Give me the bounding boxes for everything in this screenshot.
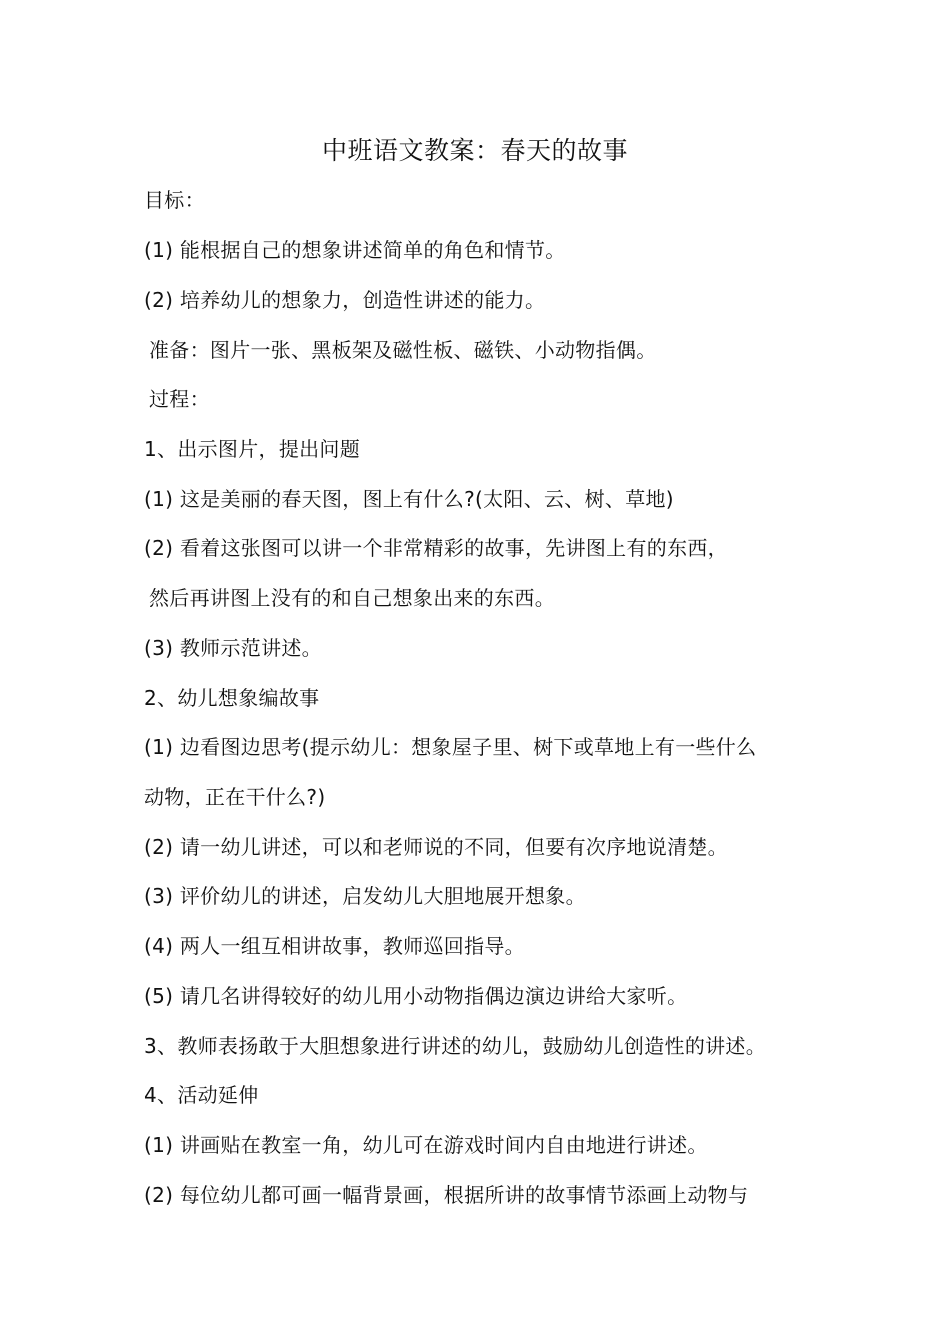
step-1-item-1: (1) 这是美丽的春天图，图上有什么?(太阳、云、树、草地) [144, 487, 674, 511]
step-2-heading: 2、幼儿想象编故事 [144, 686, 320, 710]
step-2-item-4: (4) 两人一组互相讲故事，教师巡回指导。 [144, 934, 525, 958]
step-4-heading: 4、活动延伸 [144, 1083, 259, 1107]
step-1-item-3: (3) 教师示范讲述。 [144, 636, 322, 660]
section-goal-heading: 目标： [144, 188, 205, 212]
step-1-item-2-continued: 然后再讲图上没有的和自己想象出来的东西。 [149, 586, 555, 610]
step-2-item-1-continued: 动物，正在干什么?) [144, 785, 326, 809]
goal-item-2: (2) 培养幼儿的想象力，创造性讲述的能力。 [144, 288, 546, 312]
step-1-heading: 1、出示图片，提出问题 [144, 437, 361, 461]
step-2-item-3: (3) 评价幼儿的讲述，启发幼儿大胆地展开想象。 [144, 884, 586, 908]
step-4-item-1: (1) 讲画贴在教室一角，幼儿可在游戏时间内自由地进行讲述。 [144, 1133, 708, 1157]
section-process-heading: 过程： [149, 387, 210, 411]
step-1-item-2: (2) 看着这张图可以讲一个非常精彩的故事，先讲图上有的东西， [144, 536, 728, 560]
goal-item-1: (1) 能根据自己的想象讲述简单的角色和情节。 [144, 238, 566, 262]
step-2-item-5: (5) 请几名讲得较好的幼儿用小动物指偶边演边讲给大家听。 [144, 984, 688, 1008]
preparation-line: 准备：图片一张、黑板架及磁性板、磁铁、小动物指偶。 [149, 338, 657, 362]
step-4-item-2: (2) 每位幼儿都可画一幅背景画，根据所讲的故事情节添画上动物与 [144, 1183, 749, 1207]
step-3-line: 3、教师表扬敢于大胆想象进行讲述的幼儿，鼓励幼儿创造性的讲述。 [144, 1034, 767, 1058]
step-2-item-2: (2) 请一幼儿讲述，可以和老师说的不同，但要有次序地说清楚。 [144, 835, 728, 859]
step-2-item-1: (1) 边看图边思考(提示幼儿：想象屋子里、树下或草地上有一些什么 [144, 735, 757, 759]
document-title: 中班语文教案：春天的故事 [321, 136, 628, 165]
